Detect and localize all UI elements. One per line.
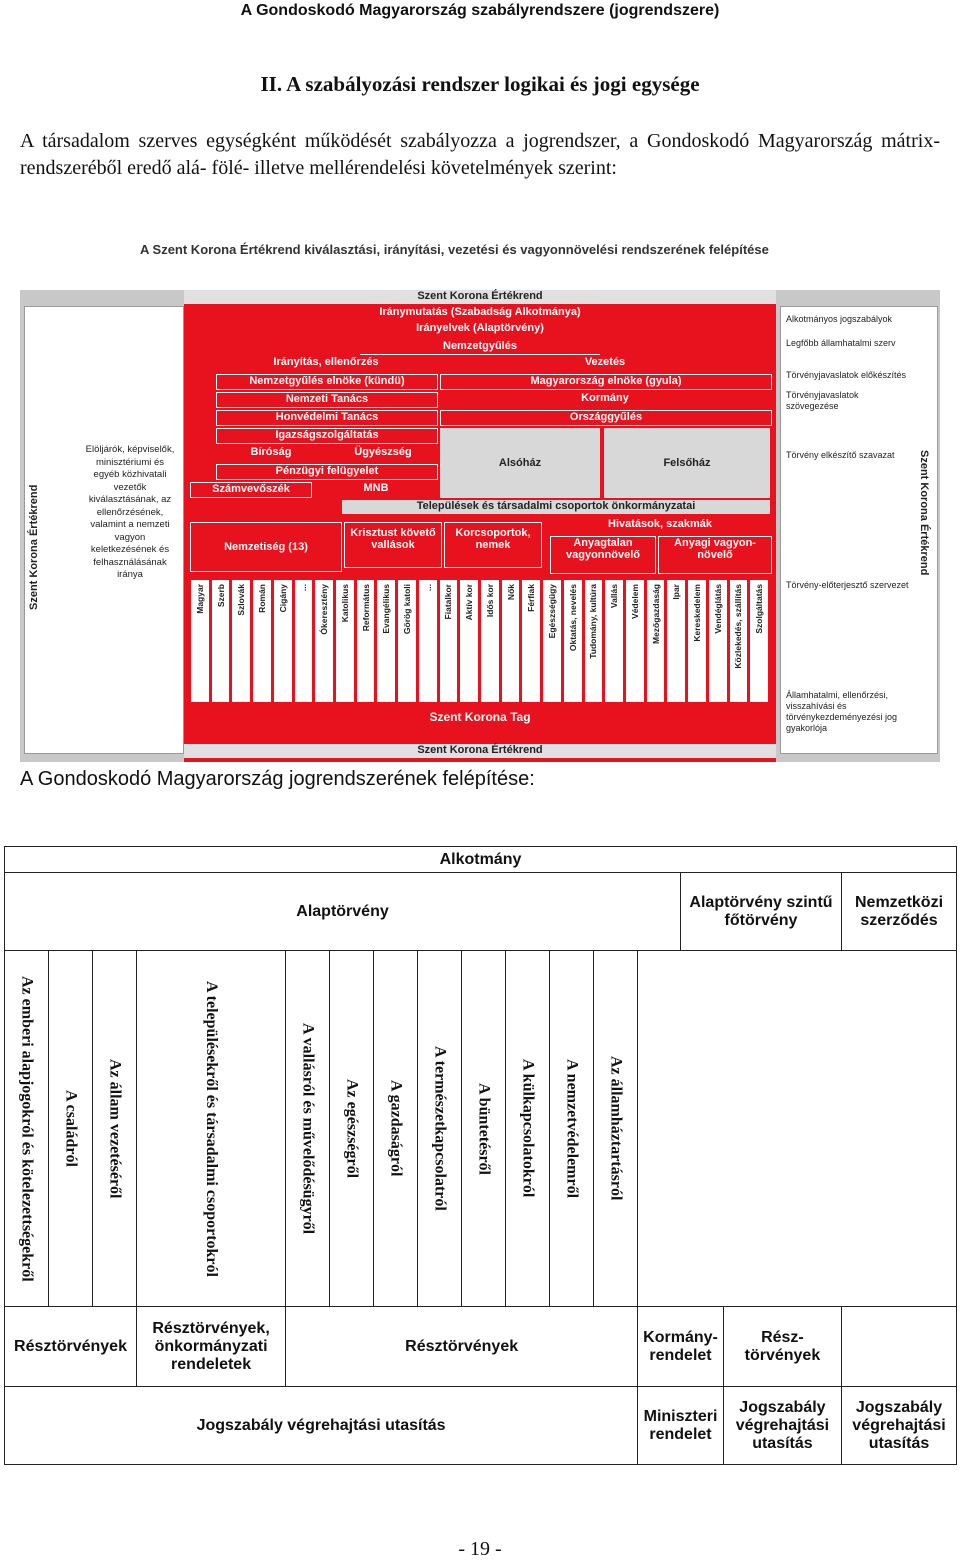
row-krisztus: Krisztust követő vallások — [344, 522, 442, 568]
row-orszaggyules: Országgyűlés — [440, 410, 772, 426]
law-title: A gazdaságról — [387, 1080, 405, 1177]
top-label: Szent Korona Értékrend — [184, 290, 776, 304]
diagram-column-label: Kereskedelem — [691, 584, 702, 642]
diagram-column — [440, 580, 458, 702]
diagram-title: A Szent Korona Értékrend kiválasztási, irányítási, vezetési és vagyonnövelési rendszerének felépítése — [140, 242, 769, 257]
law-title: A családról — [62, 1090, 80, 1167]
diagram-column-label: Ókeresztény — [319, 584, 330, 635]
diagram-column — [647, 580, 665, 702]
row-szamvevoszek: Számvevőszék — [190, 482, 312, 498]
diagram-column — [688, 580, 706, 702]
right-note: Legfőbb államhatalmi szerv — [786, 338, 896, 348]
diagram-column-label: Szolgáltatás — [754, 584, 765, 634]
diagram-column — [750, 580, 768, 702]
diagram-column — [667, 580, 685, 702]
diagram-column-label: Védelem — [629, 584, 640, 619]
cell-jvu-2: Jogszabály végrehajtási utasítás — [723, 1387, 841, 1465]
diagram-column-label: Magyar — [194, 584, 205, 614]
table-subtitle: A Gondoskodó Magyarország jogrendszerének felépítése: — [20, 768, 535, 790]
diagram-column — [191, 580, 209, 702]
row-anyagi: Anyagi vagyon-növelő — [658, 536, 772, 574]
diagram-column-label: Vendéglátás — [712, 584, 723, 634]
row-mo-elnoke: Magyarország elnöke (gyula) — [440, 374, 772, 390]
structure-diagram — [20, 238, 940, 763]
diagram-column-label: Egészségügy — [546, 584, 557, 639]
law-title: A büntetésről — [475, 1082, 493, 1175]
row-nemzetiseg: Nemzetiség (13) — [190, 522, 342, 572]
diagram-column — [274, 580, 292, 702]
cell-miniszteri: Miniszteri rendelet — [638, 1387, 724, 1465]
law-col — [286, 951, 330, 1307]
law-col — [93, 951, 137, 1307]
diagram-column — [585, 580, 603, 702]
diagram-column-label: Szerb — [215, 584, 226, 608]
row-igazsag: Igazságszolgáltatás — [216, 428, 438, 444]
row-mnb: MNB — [316, 482, 436, 496]
right-note: Törvényjavaslatok előkészítés — [786, 370, 907, 380]
diagram-column-label: Tudomány, kultúra — [588, 584, 599, 659]
diagram-column-label: Nők — [505, 584, 516, 601]
law-title: Az emberi alapjogokról és kötelezettségekről — [18, 975, 36, 1282]
diagram-column — [315, 580, 333, 702]
cell-alaptorveny-szintu: Alaptörvény szintű főtörvény — [681, 873, 842, 951]
right-vertical-label: Szent Korona Értékrend — [918, 450, 930, 576]
diagram-column — [398, 580, 416, 702]
law-title: Az egészségről — [343, 1078, 361, 1179]
bottom-label: Szent Korona Értékrend — [184, 744, 776, 758]
row-nemzeti-tanacs: Nemzeti Tanács — [216, 392, 438, 408]
diagram-column — [564, 580, 582, 702]
law-title: A természetkapcsolatról — [431, 1046, 449, 1211]
left-note: Elöljárók, képviselők, minisztériumi és egyéb közhivatali vezetők kiválasztásának, az ellenőrzésének, valamint a nemzeti vagyon keletkezésének és felhasználásának iránya — [85, 444, 175, 580]
diagram-column — [419, 580, 437, 702]
diagram-column-label: ... — [422, 584, 433, 592]
law-col — [506, 951, 550, 1307]
diagram-column — [377, 580, 395, 702]
law-title: Az állam vezetéséről — [106, 1058, 124, 1199]
cell-alaptorveny: Alaptörvény — [5, 873, 681, 951]
law-col — [418, 951, 462, 1307]
row-birosag: Bíróság — [216, 446, 326, 460]
law-title: A nemzetvédelemről — [563, 1058, 581, 1199]
row-iranyitas: Irányítás, ellenőrzés — [216, 356, 436, 370]
diagram-column-label: Közlekedés, szállítás — [733, 584, 744, 669]
tag-label: Szent Korona Tag — [190, 706, 770, 728]
diagram-column — [605, 580, 623, 702]
diagram-column — [336, 580, 354, 702]
empty-cell — [842, 1307, 957, 1387]
diagram-column-label: Mezőgazdaság — [650, 584, 661, 644]
cell-jvu-1: Jogszabály végrehajtási utasítás — [5, 1387, 638, 1465]
diagram-column — [295, 580, 313, 702]
section-title: II. A szabályozási rendszer logikai és jogi egysége — [260, 72, 700, 96]
diagram-column-label: Férfiak — [526, 584, 537, 612]
diagram-column-label: Evangélikus — [381, 584, 392, 634]
diagram-column — [522, 580, 540, 702]
row-kormany: Kormány — [440, 392, 770, 406]
diagram-column-label: Idős kor — [484, 584, 495, 618]
law-title: A településekről és társadalmi csoportokról — [203, 980, 221, 1277]
page-number: - 19 - — [458, 1538, 502, 1560]
row-korcsoportok: Korcsoportok, nemek — [444, 522, 542, 568]
cell-resztorvenyek-1: Résztörvények — [5, 1307, 137, 1387]
row-honvedelmi: Honvédelmi Tanács — [216, 410, 438, 426]
row-penzugyi: Pénzügyi felügyelet — [216, 464, 438, 480]
diagram-column-label: ... — [298, 584, 309, 592]
legal-structure-table — [4, 846, 957, 1465]
law-col — [49, 951, 93, 1307]
diagram-column — [481, 580, 499, 702]
row-ugyeszseg: Ügyészség — [330, 446, 436, 460]
diagram-column-label: Román — [256, 584, 267, 613]
diagram-column-label: Vallás — [609, 584, 620, 609]
diagram-column — [502, 580, 520, 702]
row-felsohaz: Felsőház — [604, 428, 770, 498]
diagram-column-label: Katolikus — [339, 584, 350, 623]
law-col — [374, 951, 418, 1307]
diagram-column-label: Oktatás, nevelés — [567, 584, 578, 652]
diagram-frame — [20, 290, 940, 762]
right-note: Törvény-előterjesztő szervezet — [786, 580, 909, 590]
diagram-column-label: Aktív kor — [464, 584, 475, 621]
row-alsohaz: Alsóház — [440, 428, 600, 498]
right-note: Államhatalmi, ellenőrzési, visszahívási és törvénykezdeményezési jog gyakorlója — [786, 690, 898, 733]
page-header: A Gondoskodó Magyarország szabályrendszere (jogrendszere) — [240, 2, 720, 19]
law-col — [137, 951, 286, 1307]
cell-resztorvenyek-3: Rész-törvények — [723, 1307, 841, 1387]
row-iranymutatas: Iránymutatás (Szabadság Alkotmánya) — [360, 306, 600, 320]
right-note: Alkotmányos jogszabályok — [786, 314, 893, 324]
law-col — [462, 951, 506, 1307]
row-ng-elnoke: Nemzetgyűlés elnöke (kündü) — [216, 374, 438, 390]
diagram-column — [253, 580, 271, 702]
diagram-column-label: Fiatalkor — [443, 584, 454, 620]
diagram-column-label: Református — [360, 584, 371, 632]
diagram-column — [730, 580, 748, 702]
right-note: Törvény elkészítő szavazat — [786, 450, 895, 460]
row-anyagtalan: Anyagtalan vagyonnövelő — [550, 536, 656, 574]
cell-resztorvenyek-2: Résztörvények — [286, 1307, 638, 1387]
cell-kormanyrendelet: Kormány-rendelet — [638, 1307, 724, 1387]
diagram-column-label: Ipar — [671, 584, 682, 600]
cell-nemzetkozi: Nemzetközi szerződés — [842, 873, 957, 951]
law-col — [550, 951, 594, 1307]
diagram-column — [543, 580, 561, 702]
cell-jvu-3: Jogszabály végrehajtási utasítás — [842, 1387, 957, 1465]
law-title: A vallásról és művelődésügyről — [299, 1022, 317, 1235]
law-title: A külkapcsolatokról — [519, 1059, 537, 1198]
diagram-column-label: Cigány — [277, 584, 288, 613]
row-nemzetgyules: Nemzetgyűlés — [360, 340, 600, 355]
row-hivatasok: Hivatások, szakmák — [550, 518, 770, 532]
law-title: Az államháztartásról — [607, 1056, 625, 1201]
diagram-column-label: Görög katoli — [401, 584, 412, 635]
law-col — [330, 951, 374, 1307]
diagram-column — [626, 580, 644, 702]
left-vertical-label: Szent Korona Értékrend — [28, 484, 40, 610]
empty-cell — [638, 951, 957, 1307]
diagram-column — [212, 580, 230, 702]
row-vezetes: Vezetés — [440, 356, 770, 370]
intro-paragraph: A társadalom szerves egységként működését szabályozza a jogrendszer, a Gondoskodó Magyarország mátrix-rendszeréből eredő alá- fölé- illetve mellérendelési követelmények szerint: — [20, 130, 940, 179]
diagram-column — [357, 580, 375, 702]
row-iranyelvek: Irányelvek (Alaptörvény) — [360, 322, 600, 336]
law-col — [594, 951, 638, 1307]
right-note: Törvényjavaslatok szövegezése — [786, 390, 859, 411]
law-col — [5, 951, 49, 1307]
diagram-column-label: Szlovák — [236, 584, 247, 616]
diagram-column — [709, 580, 727, 702]
row-onkormanyzat: Települések és társadalmi csoportok önkormányzatai — [342, 500, 770, 514]
cell-alkotmany: Alkotmány — [5, 847, 957, 873]
diagram-column — [460, 580, 478, 702]
diagram-column — [232, 580, 250, 702]
cell-resztorvenyek-onkorm: Résztörvények, önkormányzati rendeletek — [137, 1307, 286, 1387]
